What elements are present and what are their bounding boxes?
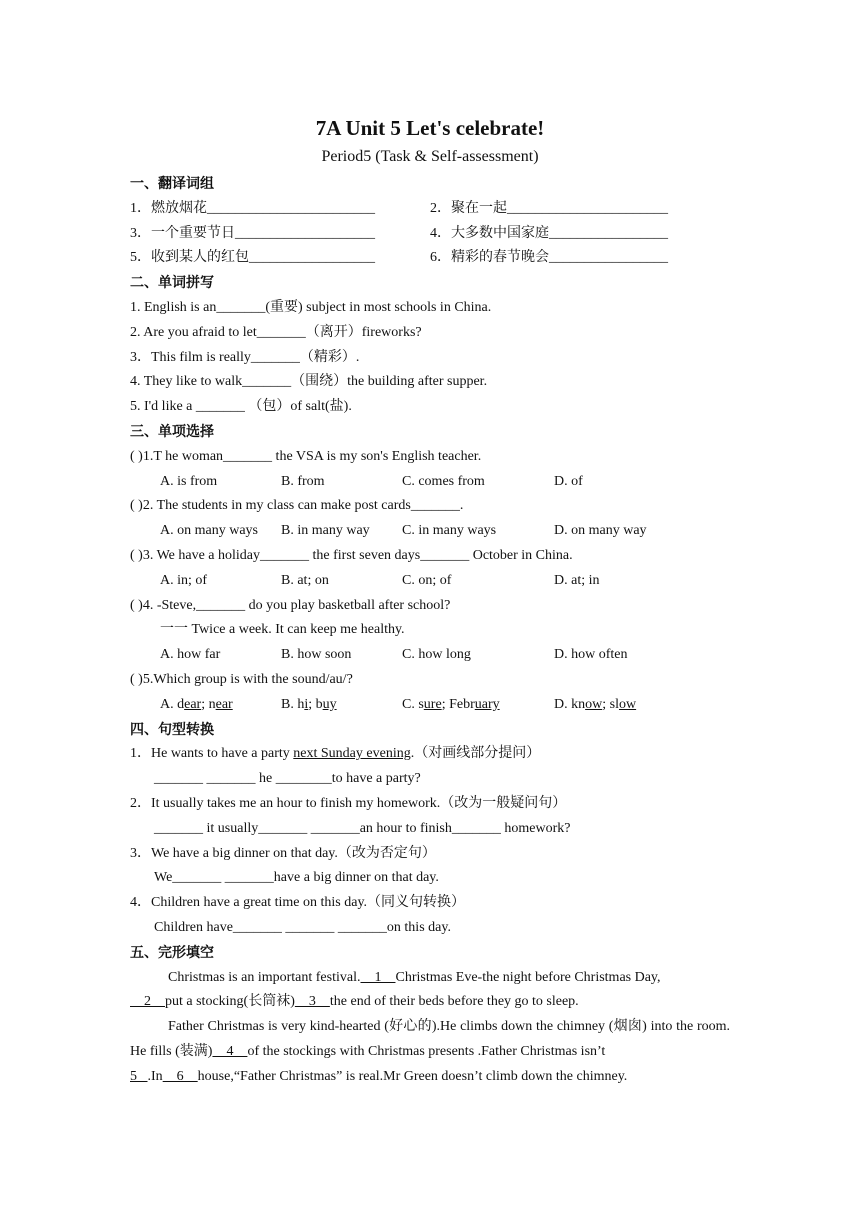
passage-text: Father Christmas is very kind-hearted (好心的).He climbs down the chimney (烟囱) into the room. He fills (装满): [130, 1019, 730, 1059]
answer-line: _______ _______ he ________to have a party?: [154, 771, 421, 787]
option-c: C. in many ways: [402, 523, 497, 539]
phrase-row: [130, 246, 730, 271]
choice-options: [130, 693, 730, 718]
option-text: D. kn: [554, 696, 586, 712]
choice-question-1: ( )1.T he woman_______ the VSA is my son's English teacher.: [130, 448, 482, 464]
option-c: C. comes from: [402, 473, 485, 489]
item-text: 1．He wants to have a party: [130, 746, 294, 762]
option-a: A. on many ways: [160, 523, 258, 539]
phrase-item: 2．聚在一起_______________________: [430, 200, 668, 216]
blank-1: 1: [360, 969, 396, 985]
option-d: D. at; in: [554, 572, 600, 588]
option-text: ; Febr: [441, 696, 475, 712]
phrase-row: [130, 197, 730, 222]
option-text: ; b: [308, 696, 323, 712]
underlined-letters: uy: [322, 696, 337, 712]
option-d: D. on many way: [554, 523, 647, 539]
option-d: [554, 693, 654, 718]
passage-text: Christmas is an important festival.: [168, 969, 361, 985]
choice-options: [130, 643, 730, 668]
underlined-letters: ow: [585, 696, 603, 712]
blank-2: 2: [130, 994, 165, 1010]
phrase-item: 3．一个重要节日____________________: [130, 225, 375, 241]
page-subtitle: Period5 (Task & Self-assessment): [321, 148, 539, 165]
answer-line: We_______ _______have a big dinner on that day.: [154, 870, 439, 886]
underlined-phrase: next Sunday evening: [293, 746, 411, 762]
underlined-letters: ure: [423, 696, 442, 712]
blank-3: 3: [294, 994, 330, 1010]
section-heading-1: 一、翻译词组: [130, 176, 214, 192]
option-c: [402, 693, 554, 718]
option-a: A. in; of: [160, 572, 208, 588]
item-text: .（对画线部分提问）: [410, 746, 541, 762]
underlined-letters: i: [304, 696, 309, 712]
phrase-row: [130, 222, 730, 247]
section-heading-5: 五、完形填空: [130, 944, 214, 961]
phrase-item: 1．燃放烟花________________________: [130, 200, 375, 216]
passage-text: of the stockings with Christmas presents .Father Christmas isn’t: [247, 1043, 606, 1059]
dialogue-reply: 一一 Twice a week. It can keep me healthy.: [160, 622, 405, 638]
option-text: A. d: [160, 696, 185, 712]
transform-item-2: 2．It usually takes me an hour to finish my homework.（改为一般疑问句）: [130, 795, 567, 811]
cloze-paragraph-2: [130, 1015, 730, 1089]
option-c: C. on; of: [402, 572, 452, 588]
option-b: B. in many way: [281, 523, 370, 539]
passage-text: put a stocking(长筒袜): [165, 994, 295, 1010]
option-a: A. how far: [160, 647, 221, 663]
blank-5: 5: [130, 1068, 148, 1084]
choice-options: [130, 470, 730, 495]
spelling-item: 5. I'd like a _______ （包）of salt(盐).: [130, 399, 352, 415]
choice-question-4: ( )4. -Steve,_______ do you play basketball after school?: [130, 597, 451, 613]
answer-line: _______ it usually_______ _______an hour to finish_______ homework?: [154, 820, 571, 836]
option-text: ; sl: [602, 696, 619, 712]
choice-options: [130, 569, 730, 594]
phrase-item: 6．精彩的春节晚会_________________: [430, 250, 668, 266]
option-a: A. is from: [160, 473, 218, 489]
transform-item-3: 3．We have a big dinner on that day.（改为否定句）: [130, 845, 436, 861]
option-text: ; n: [201, 696, 216, 712]
section-heading-3: 三、单项选择: [130, 423, 214, 440]
choice-question-3: ( )3. We have a holiday_______ the first seven days_______ October in China.: [130, 547, 573, 563]
spelling-item: 2. Are you afraid to let_______（离开）fireworks?: [130, 324, 422, 340]
passage-text: house,“Father Christmas” is real.Mr Green doesn’t climb down the chimney.: [197, 1068, 628, 1084]
section-heading-2: 二、单词拼写: [130, 275, 214, 292]
choice-question-2: ( )2. The students in my class can make post cards_______.: [130, 498, 464, 514]
option-text: B. h: [281, 696, 305, 712]
spelling-item: 3．This film is really_______（精彩）.: [130, 349, 360, 365]
option-d: D. how often: [554, 647, 628, 663]
underlined-letters: ow: [618, 696, 637, 712]
option-d: D. of: [554, 473, 583, 489]
cloze-paragraph-1: [130, 966, 730, 1016]
section-heading-4: 四、句型转换: [130, 721, 214, 738]
page-title: 7A Unit 5 Let's celebrate!: [315, 116, 545, 140]
blank-6: 6: [162, 1068, 198, 1084]
blank-4: 4: [212, 1043, 248, 1059]
choice-options: [130, 519, 730, 544]
spelling-item: 4. They like to walk_______（围绕）the building after supper.: [130, 374, 488, 390]
passage-text: Christmas Eve-the night before Christmas Day,: [395, 969, 661, 985]
choice-question-5: ( )5.Which group is with the sound/au/?: [130, 671, 353, 687]
phrase-item: 5．收到某人的红包__________________: [130, 250, 375, 266]
worksheet: [130, 112, 730, 1089]
transform-item-4: 4．Children have a great time on this day.（同义句转换）: [130, 895, 466, 911]
spelling-item: 1. English is an_______(重要) subject in most schools in China.: [130, 299, 492, 315]
option-b: B. how soon: [281, 647, 352, 663]
underlined-letters: ear: [215, 696, 233, 712]
phrase-item: 4．大多数中国家庭_________________: [430, 225, 668, 241]
option-b: B. from: [281, 473, 325, 489]
answer-line: Children have_______ _______ _______on this day.: [154, 919, 451, 935]
option-b: B. at; on: [281, 572, 329, 588]
transform-item-1: [130, 742, 730, 767]
option-c: C. how long: [402, 647, 471, 663]
option-a: [160, 693, 281, 718]
passage-text: the end of their beds before they go to sleep.: [329, 994, 579, 1010]
option-b: [281, 693, 402, 718]
passage-text: .In: [147, 1068, 163, 1084]
option-text: C. s: [402, 696, 424, 712]
underlined-letters: ear: [184, 696, 202, 712]
underlined-letters: uary: [474, 696, 500, 712]
